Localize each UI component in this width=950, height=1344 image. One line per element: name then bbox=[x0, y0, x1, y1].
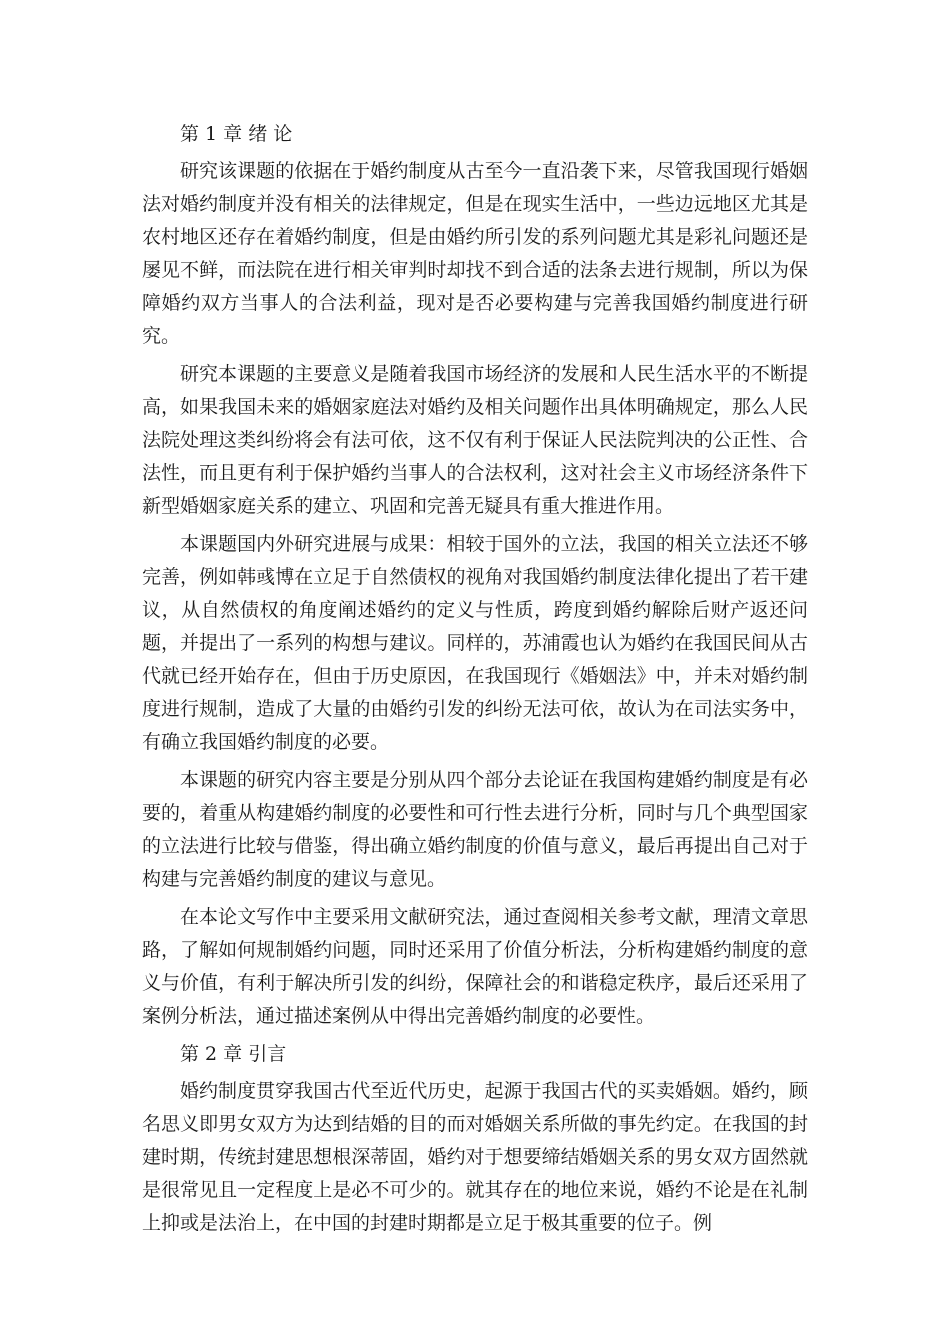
chapter-1-paragraph-1: 研究该课题的依据在于婚约制度从古至今一直沿袭下来，尽管我国现行婚姻法对婚约制度并没有相关的法律规定，但是在现实生活中，一些边远地区尤其是农村地区还存在着婚约制度，但是由婚约所引发的系列问题尤其是彩礼问题还是屡见不鲜，而法院在进行相关审判时却找不到合适的法条去进行规制，所以为保障婚约双方当事人的合法利益，现对是否必要构建与完善我国婚约制度进行研究。 bbox=[142, 160, 808, 347]
chapter-2-paragraph-1: 婚约制度贯穿我国古代至近代历史，起源于我国古代的买卖婚姻。婚约，顾名思义即男女双方为达到结婚的目的而对婚姻关系所做的事先约定。在我国的封建时期，传统封建思想根深蒂固，婚约对于想要缔结婚姻关系的男女双方固然就是很常见且一定程度上是必不可少的。就其存在的地位来说，婚约不论是在礼制上抑或是法治上，在中国的封建时期都是立足于极其重要的位子。例 bbox=[142, 1080, 808, 1234]
chapter-1-paragraph-2: 研究本课题的主要意义是随着我国市场经济的发展和人民生活水平的不断提高，如果我国未来的婚姻家庭法对婚约及相关问题作出具体明确规定，那么人民法院处理这类纠纷将会有法可依，这不仅有利于保证人民法院判决的公正性、合法性，而且更有利于保护婚约当事人的合法权利，这对社会主义市场经济条件下新型婚姻家庭关系的建立、巩固和完善无疑具有重大推进作用。 bbox=[142, 363, 808, 517]
chapter-2-heading: 第 2 章 引言 bbox=[180, 1043, 287, 1065]
chapter-1-paragraph-3: 本课题国内外研究进展与成果：相较于国外的立法，我国的相关立法还不够完善，例如韩彧博在立足于自然债权的视角对我国婚约制度法律化提出了若干建议，从自然债权的角度阐述婚约的定义与性质，跨度到婚约解除后财产返还问题，并提出了一系列的构想与建议。同样的，苏浦霞也认为婚约在我国民间从古代就已经开始存在，但由于历史原因，在我国现行《婚姻法》中，并未对婚约制度进行规制，造成了大量的由婚约引发的纠纷无法可依，故认为在司法实务中，有确立我国婚约制度的必要。 bbox=[142, 533, 808, 753]
document-body bbox=[142, 118, 808, 1245]
chapter-1-paragraph-4: 本课题的研究内容主要是分别从四个部分去论证在我国构建婚约制度是有必要的，着重从构建婚约制度的必要性和可行性去进行分析，同时与几个典型国家的立法进行比较与借鉴，得出确立婚约制度的价值与意义，最后再提出自己对于构建与完善婚约制度的建议与意见。 bbox=[142, 769, 808, 890]
chapter-1-paragraph-5: 在本论文写作中主要采用文献研究法，通过查阅相关参考文献，理清文章思路，了解如何规制婚约问题，同时还采用了价值分析法，分析构建婚约制度的意义与价值，有利于解决所引发的纠纷，保障社会的和谐稳定秩序，最后还采用了案例分析法，通过描述案例从中得出完善婚约制度的必要性。 bbox=[142, 906, 808, 1027]
chapter-1-heading: 第 1 章 绪 论 bbox=[180, 123, 293, 145]
